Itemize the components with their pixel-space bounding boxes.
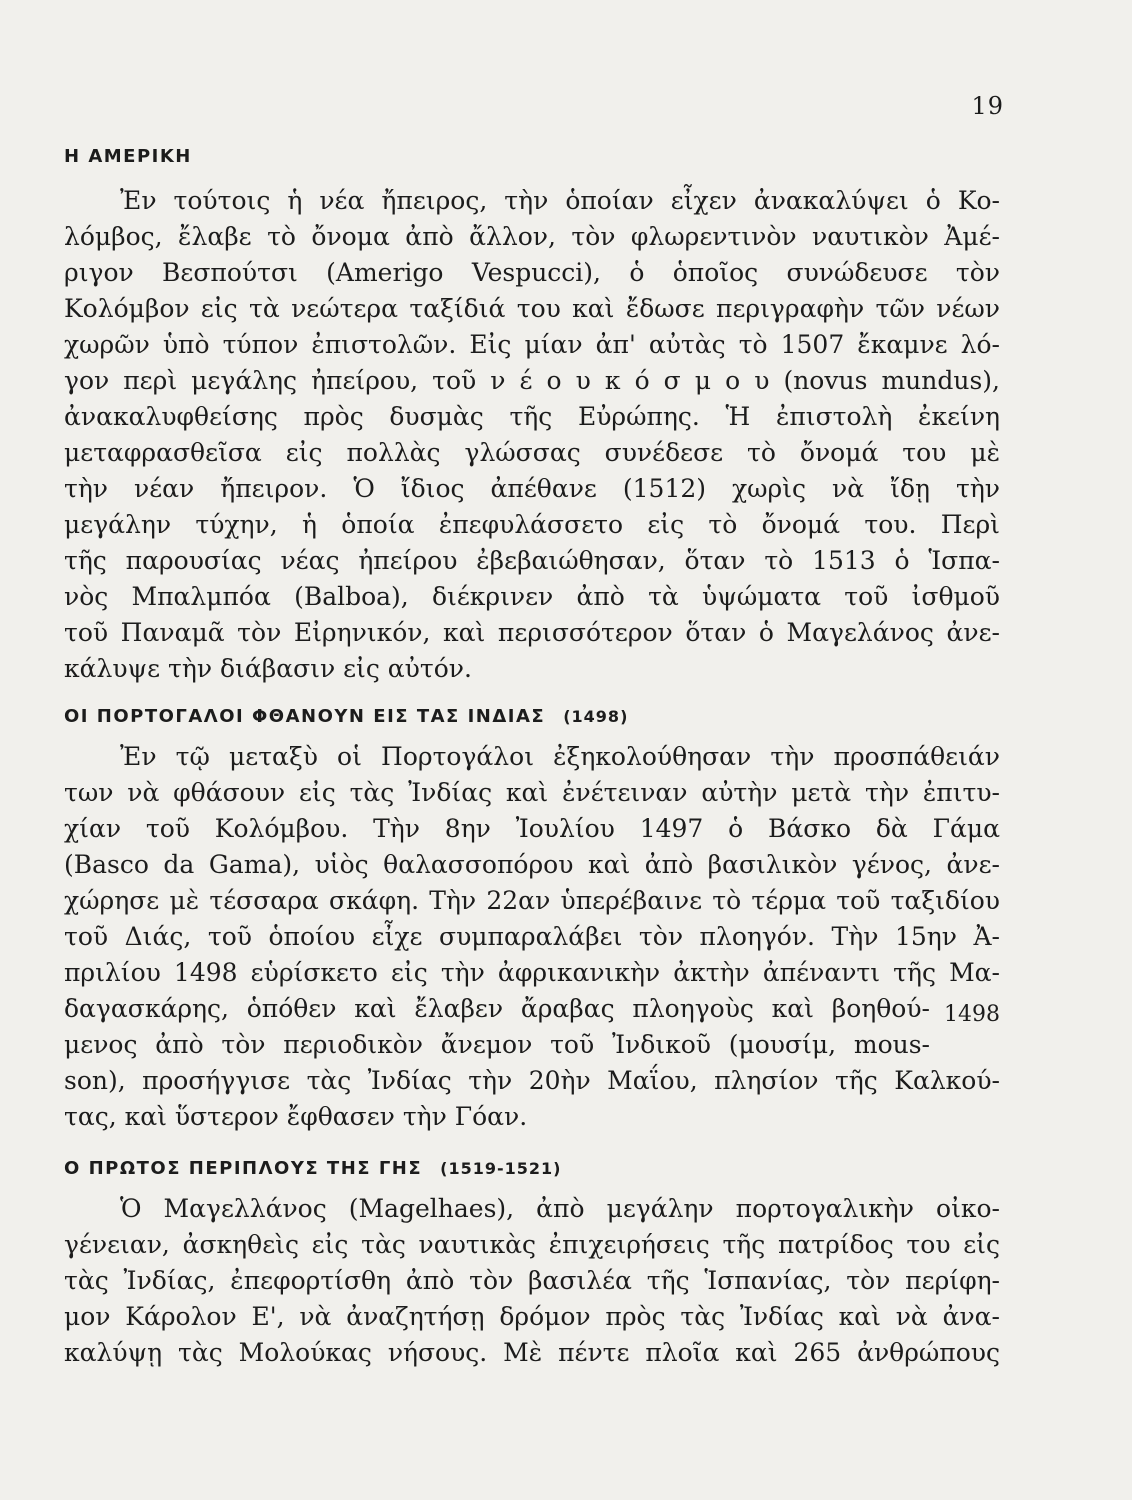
text-line: son), προσήγγισε τὰς Ἰνδίας τὴν 20ὴν Μαΐου, πλησίον τῆς Καλκού- xyxy=(64,1066,1000,1095)
text-line: γον περὶ μεγάλης ἠπείρου, τοῦ ν έ ο υ κ ό σ μ ο υ (novus mundus), xyxy=(64,366,1000,395)
margin-year-note: 1498 xyxy=(944,1002,1000,1027)
text-line: ριγον Βεσπούτσι (Amerigo Vespucci), ὁ ὁποῖος συνώδευσε τὸν xyxy=(64,258,1000,287)
page-number: 19 xyxy=(971,92,1004,120)
section-heading-america xyxy=(64,146,192,167)
text-line: τοῦ Παναμᾶ τὸν Εἰρηνικόν, καὶ περισσότερον ὅταν ὁ Μαγελάνος ἀνε- xyxy=(64,618,1000,647)
text-line: τοῦ Διάς, τοῦ ὁποίου εἶχε συμπαραλάβει τὸν πλοηγόν. Τὴν 15ην Ἀ- xyxy=(64,922,1000,951)
text-line: δαγασκάρης, ὁπόθεν καὶ ἔλαβεν ἄραβας πλοηγοὺς καὶ βοηθού- xyxy=(64,994,930,1023)
text-line: τας, καὶ ὕστερον ἔφθασεν τὴν Γόαν. xyxy=(64,1102,528,1131)
text-line: νὸς Μπαλμπόα (Balboa), διέκρινεν ἀπὸ τὰ ὑψώματα τοῦ ἰσθμοῦ xyxy=(64,582,1000,611)
text-line: χώρησε μὲ τέσσαρα σκάφη. Τὴν 22αν ὑπερέβαινε τὸ τέρμα τοῦ ταξιδίου xyxy=(64,886,1000,915)
text-line: πριλίου 1498 εὑρίσκετο εἰς τὴν ἀφρικανικὴν ἀκτὴν ἀπέναντι τῆς Μα- xyxy=(64,958,1000,987)
text-line: Ἐν τούτοις ἡ νέα ἤπειρος, τὴν ὁποίαν εἶχεν ἀνακαλύψει ὁ Κο- xyxy=(120,186,1000,215)
text-line: ἀνακαλυφθείσης πρὸς δυσμὰς τῆς Εὐρώπης. Ἡ ἐπιστολὴ ἐκείνη xyxy=(64,402,1000,431)
text-line: Ἐν τῷ μεταξὺ οἱ Πορτογάλοι ἐξηκολούθησαν τὴν προσπάθειάν xyxy=(120,742,1000,771)
heading-title: Η ΑΜΕΡΙΚΗ xyxy=(64,146,192,167)
section-heading-circumnavigation xyxy=(64,1158,561,1179)
text-line: μεταφρασθεῖσα εἰς πολλὰς γλώσσας συνέδεσε τὸ ὄνομά του μὲ xyxy=(64,438,1000,467)
text-line: χωρῶν ὑπὸ τύπον ἐπιστολῶν. Εἰς μίαν ἀπ' αὐτὰς τὸ 1507 ἔκαμνε λό- xyxy=(64,330,1000,359)
text-line: Ὁ Μαγελλάνος (Magelhaes), ἀπὸ μεγάλην πορτογαλικὴν οἰκο- xyxy=(120,1194,1000,1223)
text-line: καλύψῃ τὰς Μολούκας νήσους. Μὲ πέντε πλοῖα καὶ 265 ἀνθρώπους xyxy=(64,1338,1000,1367)
heading-title: Ο ΠΡΩΤΟΣ ΠΕΡΙΠΛΟΥΣ ΤΗΣ ΓΗΣ xyxy=(64,1158,423,1179)
text-line: μενος ἀπὸ τὸν περιοδικὸν ἄνεμον τοῦ Ἰνδικοῦ (μουσίμ, mous- xyxy=(64,1030,930,1059)
heading-date: (1498) xyxy=(563,707,629,726)
text-line: γένειαν, ἀσκηθεὶς εἰς τὰς ναυτικὰς ἐπιχειρήσεις τῆς πατρίδος του εἰς xyxy=(64,1230,1000,1259)
text-line: τὰς Ἰνδίας, ἐπεφορτίσθη ἀπὸ τὸν βασιλέα τῆς Ἱσπανίας, τὸν περίφη- xyxy=(64,1266,1000,1295)
text-line: μον Κάρολον Ε', νὰ ἀναζητήσῃ δρόμον πρὸς τὰς Ἰνδίας καὶ νὰ ἀνα- xyxy=(64,1302,1000,1331)
text-line: λόμβος, ἔλαβε τὸ ὄνομα ἀπὸ ἄλλον, τὸν φλωρεντινὸν ναυτικὸν Ἀμέ- xyxy=(64,222,1000,251)
heading-date: (1519-1521) xyxy=(440,1159,562,1178)
text-line: κάλυψε τὴν διάβασιν εἰς αὐτόν. xyxy=(64,654,472,683)
text-line: (Basco da Gama), υἱὸς θαλασσοπόρου καὶ ἀπὸ βασιλικὸν γένος, ἀνε- xyxy=(64,850,1000,879)
text-line: τῆς παρουσίας νέας ἠπείρου ἐβεβαιώθησαν, ὅταν τὸ 1513 ὁ Ἱσπα- xyxy=(64,546,1000,575)
text-line: των νὰ φθάσουν εἰς τὰς Ἰνδίας καὶ ἐνέτειναν αὐτὴν μετὰ τὴν ἐπιτυ- xyxy=(64,778,1000,807)
heading-title: ΟΙ ΠΟΡΤΟΓΑΛΟΙ ΦΘΑΝΟΥΝ ΕΙΣ ΤΑΣ ΙΝΔΙΑΣ xyxy=(64,706,546,727)
section-heading-portuguese xyxy=(64,706,628,727)
text-line: Κολόμβον εἰς τὰ νεώτερα ταξίδιά του καὶ ἔδωσε περιγραφὴν τῶν νέων xyxy=(64,294,1000,323)
text-line: μεγάλην τύχην, ἡ ὁποία ἐπεφυλάσσετο εἰς τὸ ὄνομά του. Περὶ xyxy=(64,510,1000,539)
text-line: χίαν τοῦ Κολόμβου. Τὴν 8ην Ἰουλίου 1497 ὁ Βάσκο δὰ Γάμα xyxy=(64,814,1000,843)
text-line: τὴν νέαν ἤπειρον. Ὁ ἴδιος ἀπέθανε (1512) χωρὶς νὰ ἴδῃ τὴν xyxy=(64,474,1000,503)
